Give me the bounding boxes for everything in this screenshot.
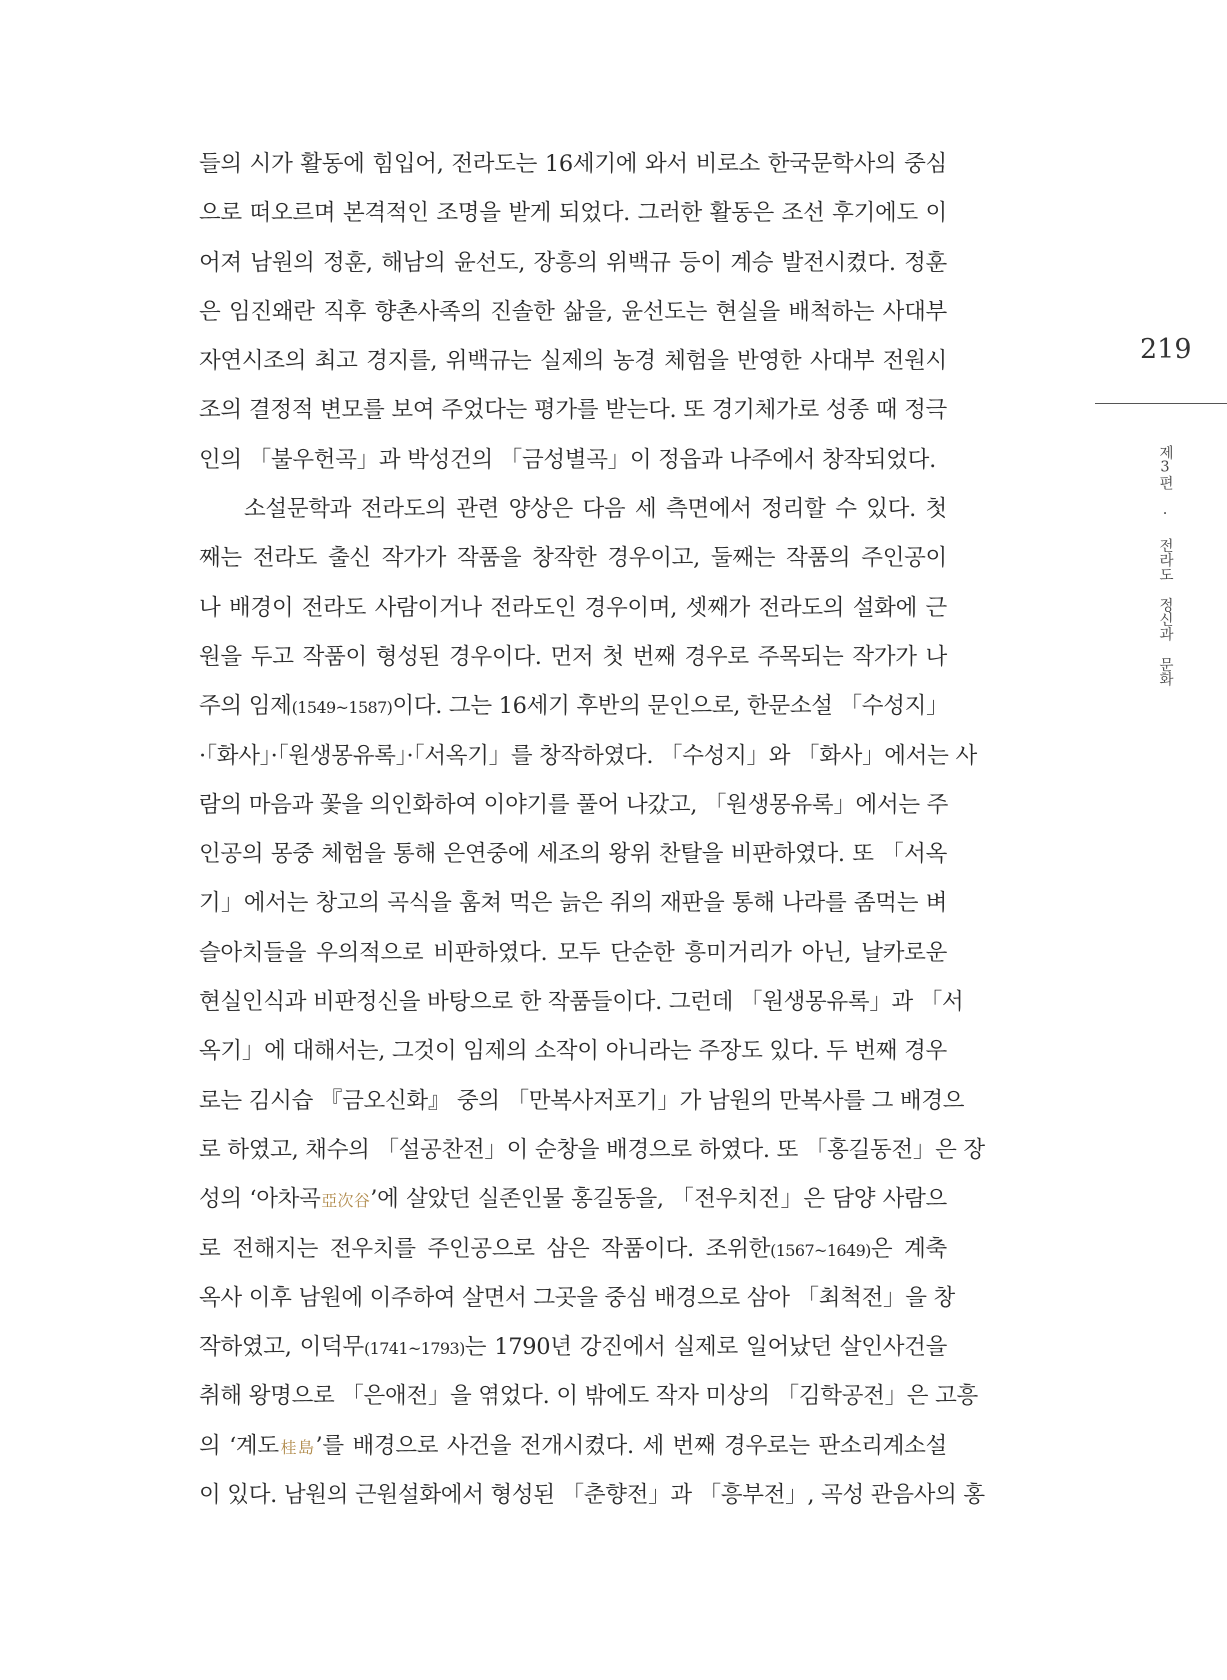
text-line [199,1225,947,1274]
body-text [199,140,985,1520]
text-segment: 성의 ‘아차곡 [199,1186,321,1213]
text-segment: 이다. 그는 16세기 후반의 문인으로, 한문소설 「수성지」 [392,693,949,720]
text-line [199,879,947,928]
text-segment: 주의 임제 [199,693,292,720]
text-line [199,1077,965,1126]
text-line [199,1471,985,1520]
text-segment: 기」에서는 창고의 곡식을 훔쳐 먹은 늙은 쥐의 재판을 통해 나라를 좀먹는 벼 [199,890,947,917]
text-segment: 로는 김시습 『금오신화』 중의 「만복사저포기」가 남원의 만복사를 그 배경으 [199,1087,965,1114]
text-segment: 슬아치들을 우의적으로 비판하였다. 모두 단순한 흥미거리가 아닌, 날카로운 [199,939,947,966]
text-line [199,584,947,633]
text-line [199,978,964,1027]
text-segment: 으로 떠오르며 본격적인 조명을 받게 되었다. 그러한 활동은 조선 후기에도 이 [199,200,947,227]
text-segment: 옥사 이후 남원에 이주하여 살면서 그곳을 중심 배경으로 삼아 「최척전」을 창 [199,1284,955,1311]
text-line [199,1422,947,1471]
text-segment: 원을 두고 작품이 형성된 경우이다. 먼저 첫 번째 경우로 주목되는 작가가 나 [199,643,947,670]
text-segment: 은 계축 [870,1235,947,1262]
hanja-annotation: 亞次谷 [320,1191,371,1211]
text-segment: 취해 왕명으로 「은애전」을 엮었다. 이 밖에도 작자 미상의 「김학공전」은 고흥 [199,1383,978,1410]
text-segment: 옥기」에 대해서는, 그것이 임제의 소작이 아니라는 주장도 있다. 두 번째 경우 [199,1038,947,1065]
text-line [199,633,947,682]
text-line [199,1323,947,1372]
text-line [199,929,947,978]
text-line [199,1372,978,1421]
text-segment: 자연시조의 최고 경지를, 위백규는 실제의 농경 체험을 반영한 사대부 전원시 [199,348,947,375]
text-line [199,239,947,288]
text-segment: ’를 배경으로 사건을 전개시켰다. 세 번째 경우로는 판소리계소설 [315,1432,947,1459]
text-line [199,485,947,534]
text-segment: ’에 살았던 실존인물 홍길동을, 「전우치전」은 담양 사람으 [370,1186,947,1213]
date-annotation: (1741~1793) [363,1339,465,1359]
running-head-chapter-title: 제3편 · 전라도 정신과 문화 [1157,445,1173,686]
text-segment: 람의 마음과 꽃을 의인화하여 이야기를 풀어 나갔고, 「원생몽유록」에서는 주 [199,791,949,818]
text-line [199,189,947,238]
text-line [199,436,947,485]
date-annotation: (1549~1587) [291,698,393,718]
text-line [199,1027,947,1076]
page-number: 219 [1140,334,1192,365]
text-segment: 소설문학과 전라도의 관련 양상은 다음 세 측면에서 정리할 수 있다. 첫 [244,496,947,523]
text-segment: ·「화사」·「원생몽유록」·「서옥기」를 창작하였다. 「수성지」와 「화사」에서는 사 [199,742,977,769]
text-segment: 의 ‘계도 [199,1432,279,1459]
text-segment: 인공의 몽중 체험을 통해 은연중에 세조의 왕위 찬탈을 비판하였다. 또 「서옥 [199,841,947,868]
date-annotation: (1567~1649) [770,1240,871,1260]
text-line [199,682,947,731]
text-segment: 로 하였고, 채수의 「설공찬전」이 순창을 배경으로 하였다. 또 「홍길동전」은 장 [199,1136,985,1163]
text-segment: 로 전해지는 전우치를 주인공으로 삼은 작품이다. 조위한 [199,1235,771,1262]
text-line [199,337,947,386]
text-line [199,288,947,337]
text-line [199,1274,955,1323]
text-segment: 이 있다. 남원의 근원설화에서 형성된 「춘향전」과 「흥부전」, 곡성 관음사의 홍 [199,1482,985,1509]
text-segment: 들의 시가 활동에 힘입어, 전라도는 16세기에 와서 비로소 한국문학사의 중심 [199,151,947,177]
text-line [199,1175,947,1224]
text-line [199,732,977,781]
header-rule-divider [1095,403,1227,404]
text-segment: 현실인식과 비판정신을 바탕으로 한 작품들이다. 그런데 「원생몽유록」과 「서 [199,989,964,1016]
text-line [199,830,947,879]
text-line [199,1126,985,1175]
hanja-annotation: 桂島 [278,1437,316,1457]
text-line [199,386,947,435]
text-segment: 째는 전라도 출신 작가가 작품을 창작한 경우이고, 둘째는 작품의 주인공이 [199,545,947,572]
text-segment: 작하였고, 이덕무 [199,1334,364,1361]
text-line [199,534,947,583]
text-segment: 인의 「불우헌곡」과 박성건의 「금성별곡」이 정읍과 나주에서 창작되었다. [199,446,936,473]
text-line [199,140,947,189]
text-segment: 나 배경이 전라도 사람이거나 전라도인 경우이며, 셋째가 전라도의 설화에 근 [199,594,947,621]
text-segment: 은 임진왜란 직후 향촌사족의 진솔한 삶을, 윤선도는 현실을 배척하는 사대부 [199,298,947,325]
text-segment: 는 1790년 강진에서 실제로 일어났던 살인사건을 [464,1334,948,1361]
text-line [199,781,947,830]
text-segment: 조의 결정적 변모를 보여 주었다는 평가를 받는다. 또 경기체가로 성종 때 정극 [199,397,947,424]
text-segment: 어져 남원의 정훈, 해남의 윤선도, 장흥의 위백규 등이 계승 발전시켰다. 정훈 [199,249,947,276]
